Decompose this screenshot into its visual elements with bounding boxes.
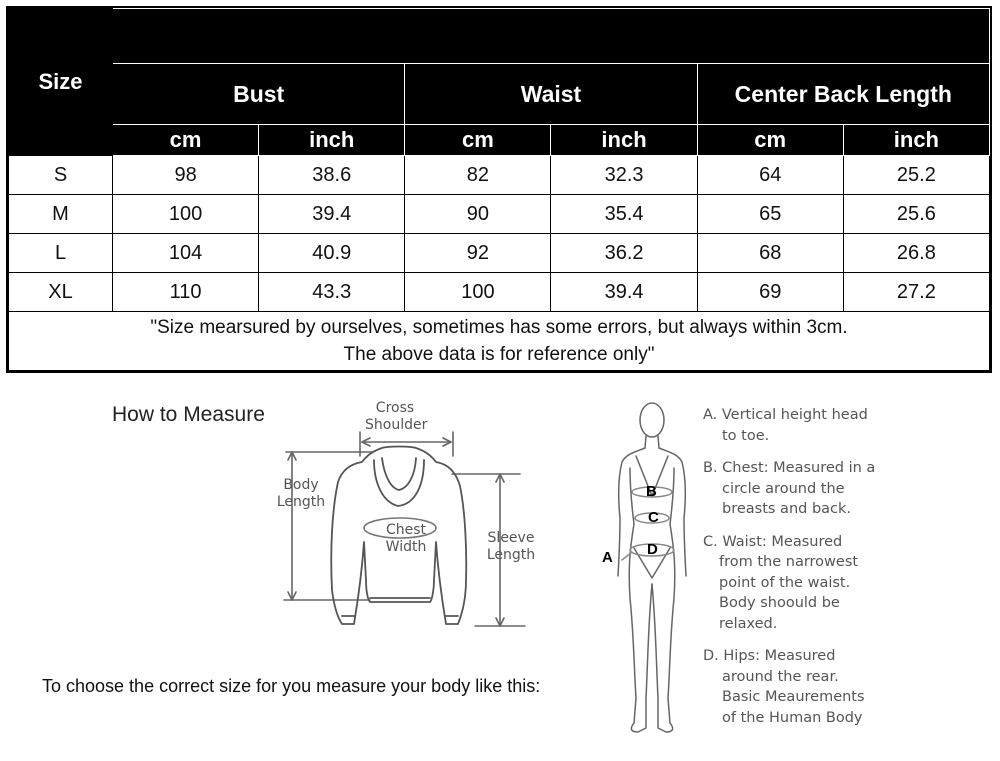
- body-letter-d: D: [647, 541, 658, 558]
- table-cell: 25.6: [843, 195, 989, 234]
- unit-header: inch: [259, 125, 405, 156]
- legend-b-line-2: circle around the: [722, 480, 845, 497]
- table-cell: 68: [697, 234, 843, 273]
- legend-c-line-2: from the narrowest: [719, 554, 859, 570]
- table-cell: 69: [697, 273, 843, 312]
- body-letter-b: B: [646, 483, 657, 500]
- table-cell: 110: [113, 273, 259, 312]
- size-header: Size: [9, 9, 113, 156]
- legend-b-line-3: breasts and back.: [722, 501, 852, 517]
- table-note: [9, 312, 990, 371]
- size-label: L: [9, 234, 113, 273]
- body-length-label: Body Length: [276, 477, 326, 510]
- sleeve-length-label: Sleeve Length: [486, 530, 536, 563]
- legend-c-line-5: relaxed.: [719, 615, 778, 632]
- table-cell: 38.6: [259, 156, 405, 195]
- legend-d-line-4: of the Human Body: [722, 709, 863, 726]
- table-cell: 64: [697, 156, 843, 195]
- table-cell: 26.8: [843, 234, 989, 273]
- table-row: [9, 195, 990, 234]
- size-chart-table: [6, 6, 992, 373]
- chest-width-label: Chest Width: [385, 522, 427, 555]
- legend-a-line-1: A. Vertical height head: [703, 407, 868, 423]
- body-letter-c: C: [648, 509, 659, 526]
- note-line-1: "Size mearsured by ourselves, sometimes has some errors, but always within 3cm.: [150, 317, 848, 338]
- size-label: M: [9, 195, 113, 234]
- legend-d-line-3: Basic Meaurements: [722, 689, 865, 705]
- body-length-arrow: [284, 452, 372, 600]
- table-cell: 104: [113, 234, 259, 273]
- size-label: S: [9, 156, 113, 195]
- table-row: [9, 273, 990, 312]
- legend-b-line-1: B. Chest: Measured in a: [703, 460, 876, 476]
- unit-header: cm: [697, 125, 843, 156]
- how-to-measure-title: How to Measure: [112, 403, 265, 426]
- table-row: [9, 156, 990, 195]
- table-cell: 27.2: [843, 273, 989, 312]
- table-cell: 36.2: [551, 234, 697, 273]
- legend-c-line-1: C. Waist: Measured: [703, 533, 843, 550]
- unit-header: inch: [843, 125, 989, 156]
- legend-c-line-4: Body shoould be: [719, 595, 840, 611]
- table-cell: 100: [405, 273, 551, 312]
- table-row: [9, 234, 990, 273]
- table-cell: 82: [405, 156, 551, 195]
- note-line-2: The above data is for reference only": [343, 344, 655, 365]
- table-cell: 40.9: [259, 234, 405, 273]
- measurement-legend: [703, 405, 898, 728]
- choose-size-instruction: To choose the correct size for you measure your body like this:: [42, 676, 541, 696]
- table-cell: 35.4: [551, 195, 697, 234]
- legend-d-line-1: D. Hips: Measured: [703, 648, 836, 664]
- table-cell: 65: [697, 195, 843, 234]
- table-cell: 32.3: [551, 156, 697, 195]
- group-header-center-back-length: Center Back Length: [697, 64, 989, 125]
- table-cell: 43.3: [259, 273, 405, 312]
- header-blank-band: [113, 9, 990, 64]
- legend-d-line-2: around the rear.: [722, 668, 839, 685]
- body-letter-a: A: [602, 549, 613, 566]
- group-header-waist: Waist: [405, 64, 697, 125]
- unit-header: inch: [551, 125, 697, 156]
- legend-a-line-2: to toe.: [722, 427, 770, 444]
- unit-header: cm: [405, 125, 551, 156]
- body-measure-figure: [600, 398, 700, 743]
- cross-shoulder-label: Cross Shoulder: [365, 400, 428, 433]
- table-cell: 100: [113, 195, 259, 234]
- table-cell: 92: [405, 234, 551, 273]
- legend-c-line-3: point of the waist.: [719, 574, 851, 591]
- table-cell: 39.4: [551, 273, 697, 312]
- table-cell: 39.4: [259, 195, 405, 234]
- unit-header: cm: [113, 125, 259, 156]
- table-cell: 98: [113, 156, 259, 195]
- size-label: XL: [9, 273, 113, 312]
- table-cell: 90: [405, 195, 551, 234]
- table-cell: 25.2: [843, 156, 989, 195]
- group-header-bust: Bust: [113, 64, 405, 125]
